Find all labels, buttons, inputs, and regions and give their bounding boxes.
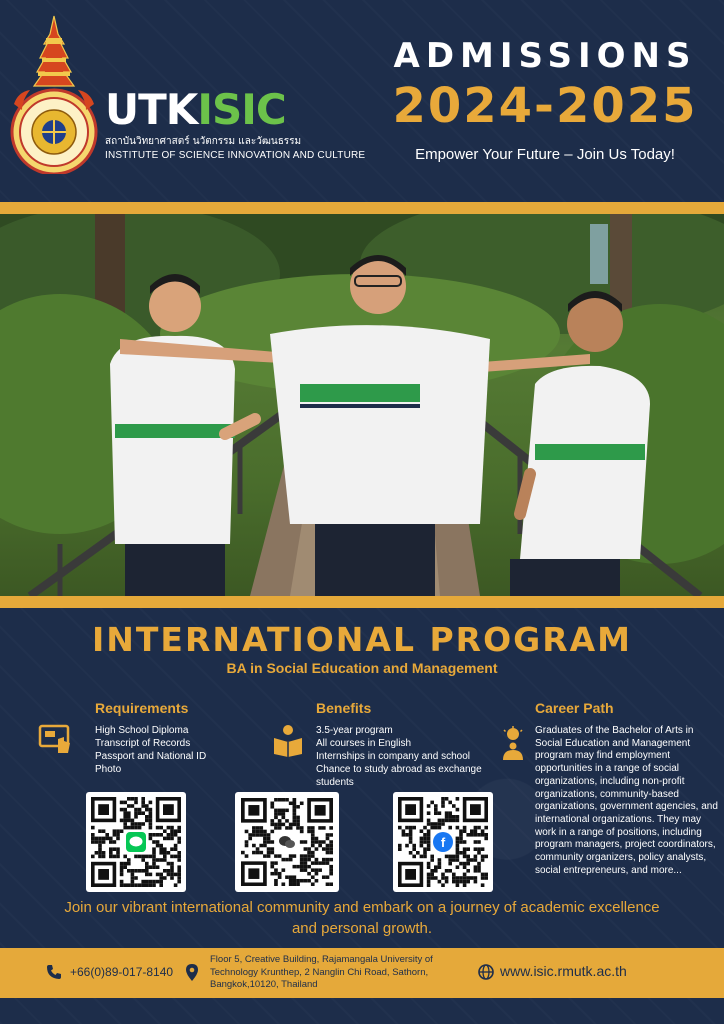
phone-number[interactable]: +66(0)89-017-8140 [70,965,174,979]
admissions-title: ADMISSIONS [393,36,697,76]
utkisic-brand [105,85,366,161]
contact-footer [0,948,724,998]
benefit-item: Internships in company and school [316,751,470,762]
students-photo [0,214,724,596]
qr-code-facebook[interactable] [393,792,493,892]
wechat-icon [277,832,297,852]
location-pin-icon [186,964,198,981]
admissions-tagline: Empower Your Future – Join Us Today! [415,146,675,163]
globe-icon [478,964,494,980]
brand-isic-text: ISIC [197,85,286,134]
gold-divider-top [0,202,724,214]
benefit-item: Chance to study abroad as exchange [316,764,482,775]
address: Floor 5, Creative Building, Rajamangala University of Technology Krunthep, 2 Nanglin Chi Road, Sathorn, Bangkok,10120, Thailand [210,954,433,990]
benefits-title: Benefits [316,700,372,716]
benefit-item: 3.5-year program [316,725,393,736]
qr-code-wechat[interactable] [235,792,339,892]
svg-text:f: f [440,835,446,850]
benefit-item: All courses in English [316,738,412,749]
website-link[interactable]: www.isic.rmutk.ac.th [500,963,627,979]
benefits-list [316,724,482,789]
institute-english-name: INSTITUTE OF SCIENCE INNOVATION AND CULTURE [105,150,366,161]
students-on-bridge-illustration [0,214,724,596]
benefit-item: students [316,777,354,788]
utkisic-wordmark [105,85,350,134]
requirement-item: Photo [95,764,122,775]
phone-icon [46,964,62,980]
reading-person-icon [271,724,305,758]
closing-message: Join our vibrant international community and embark on a journey of academic excellence and personal growth. [64,899,660,937]
requirement-item: High School Diploma [95,725,189,736]
lightbulb-person-icon [500,726,526,760]
career-path-title: Career Path [535,700,614,716]
admissions-year: 2024-2025 [392,78,698,134]
requirement-item: Transcript of Records [95,738,191,749]
requirement-item: Passport and National ID [95,751,207,762]
career-path-text: Graduates of the Bachelor of Arts in Social Education and Management program may find employment opportunities in a range of social organizations, including non-profit organizations, community-based organizations, government agencies, and international organizations. They may work in a range of positions, including program managers, project coordinators, community organizers, policy analysts, social entrepreneurs, and more... [535,725,718,876]
facebook-icon [433,832,453,852]
poster-header [0,0,724,202]
line-icon [126,832,146,852]
requirements-list [95,724,206,776]
institute-thai-name: สถาบันวิทยาศาสตร์ นวัตกรรม และวัฒนธรรม [105,136,302,147]
program-subtitle: BA in Social Education and Management [226,660,498,676]
brand-utk-text: UTK [105,85,198,134]
gold-divider-middle [0,596,724,608]
document-hand-icon [38,723,74,757]
program-title: INTERNATIONAL PROGRAM [92,620,632,659]
requirements-title: Requirements [95,700,189,716]
university-seal-logo [8,14,100,174]
qr-code-line[interactable] [86,792,186,892]
